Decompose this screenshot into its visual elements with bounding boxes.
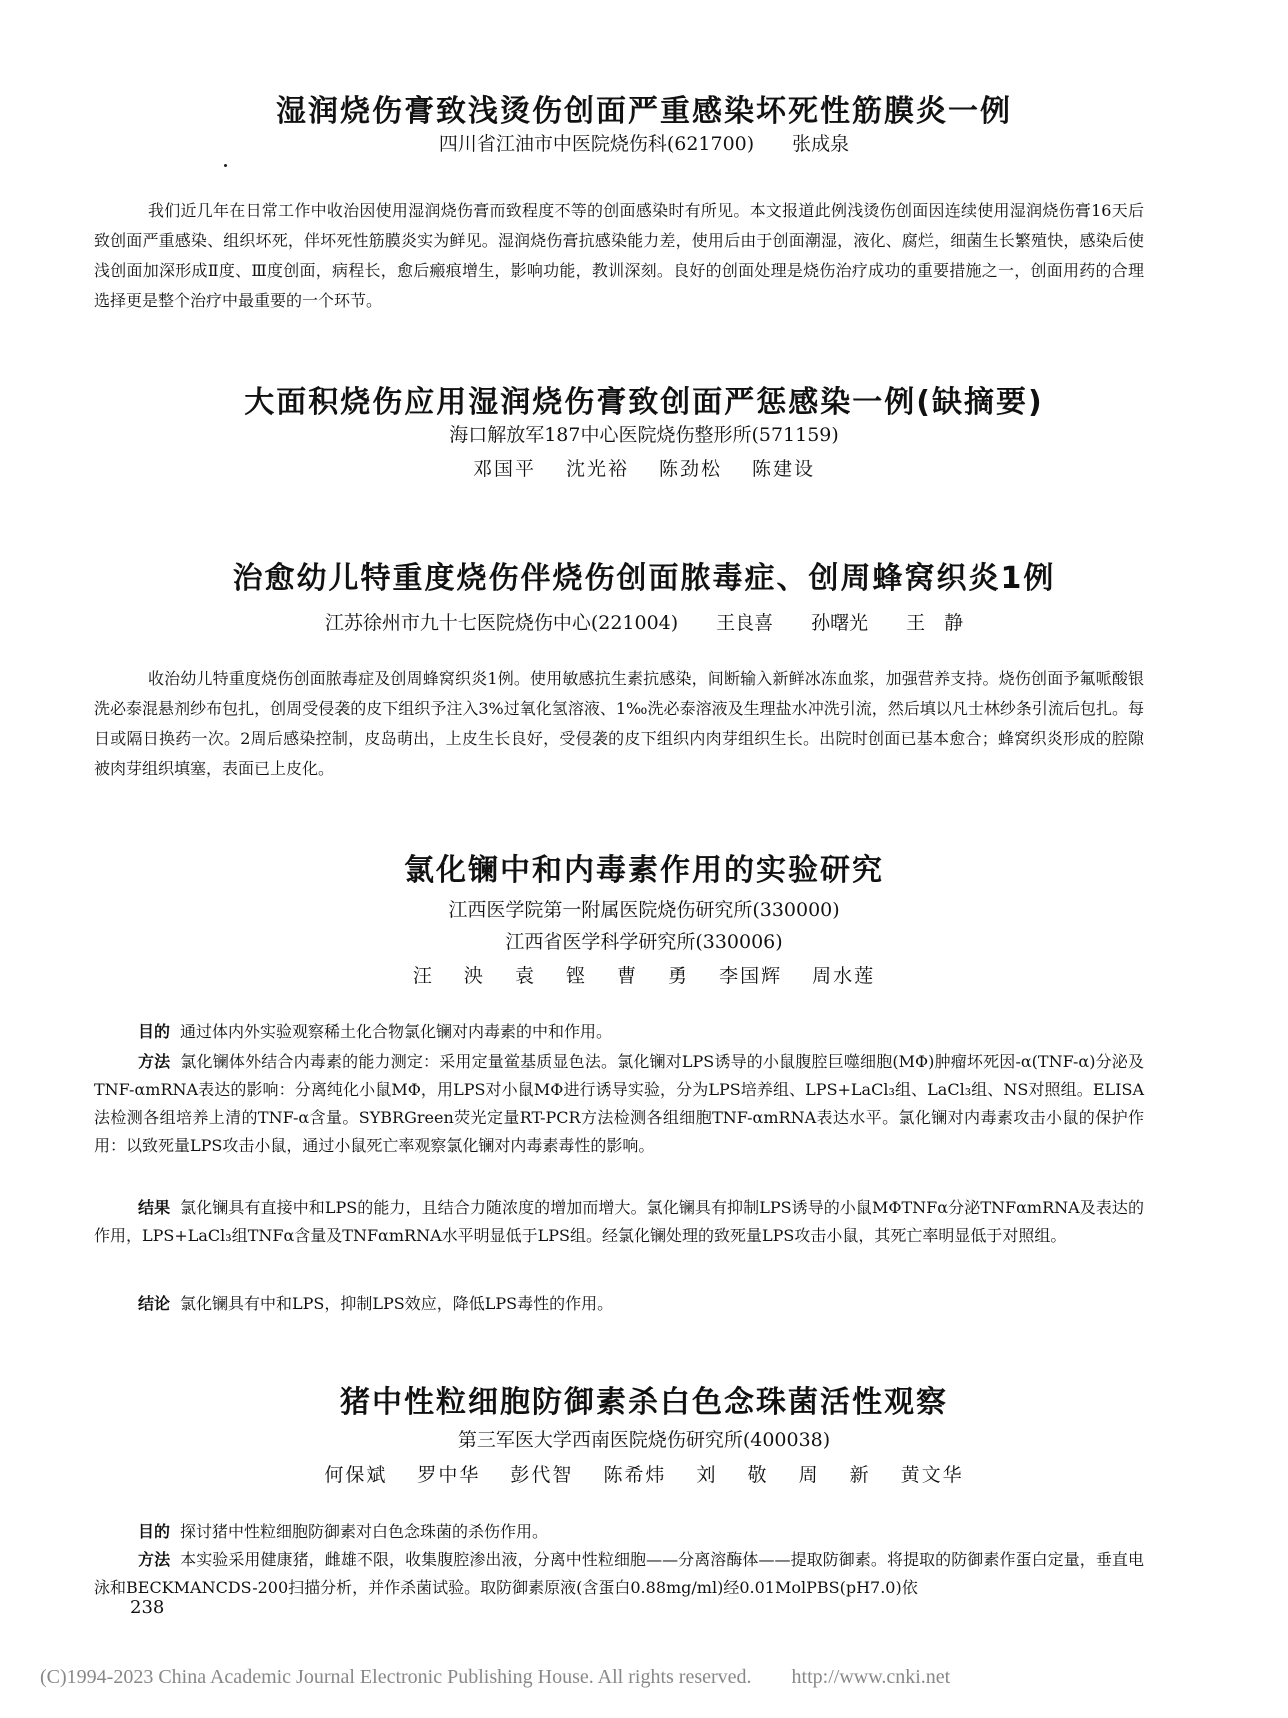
section-label: 结论 xyxy=(138,1294,171,1313)
page-number: 238 xyxy=(130,1597,165,1618)
article-title: 湿润烧伤膏致浅烫伤创面严重感染坏死性筋膜炎一例 xyxy=(276,94,1012,129)
copyright-footer: (C)1994-2023 China Academic Journal Electronic Publishing House. All rights reserved. http://www.cnki.net xyxy=(40,1666,951,1688)
section-text: 氯化镧具有直接中和LPS的能力，且结合力随浓度的增加而增大。氯化镧具有抑制LPS诱导的小鼠MΦTNFα分泌TNFαmRNA及表达的作用，LPS+LaCl₃组TNFα含量及TNFαmRNA水平明显低于LPS组。经氯化镧处理的致死量LPS攻击小鼠，其死亡率明显低于对照组。 xyxy=(94,1198,1144,1245)
article-body: 我们近几年在日常工作中收治因使用湿润烧伤膏而致程度不等的创面感染时有所见。本文报道此例浅烫伤创面因连续使用湿润烧伤膏16天后致创面严重感染、组织坏死，伴坏死性筋膜炎实为鲜见。湿润烧伤膏抗感染能力差，使用后由于创面潮湿，液化、腐烂，细菌生长繁殖快，感染后使浅创面加深形成Ⅱ度、Ⅲ度创面，病程长，愈后瘢痕增生，影响功能，教训深刻。良好的创面处理是烧伤治疗成功的重要措施之一，创面用药的合理选择更是整个治疗中最重要的一个环节。 xyxy=(94,201,1144,310)
section-label: 目的 xyxy=(138,1022,171,1041)
abstract-methods xyxy=(94,1048,1144,1160)
article-affiliation: 第三军医大学西南医院烧伤研究所(400038) xyxy=(457,1429,831,1451)
section-label: 方法 xyxy=(138,1550,171,1569)
section-text: 探讨猪中性粒细胞防御素对白色念珠菌的杀伤作用。 xyxy=(180,1522,549,1541)
article-authors: 邓国平 沈光裕 陈劲松 陈建设 xyxy=(472,458,816,480)
abstract-results xyxy=(94,1194,1144,1250)
article-authors: 汪 泱 袁 铿 曹 勇 李国辉 周水莲 xyxy=(412,965,876,987)
article-body: 收治幼儿特重度烧伤创面脓毒症及创周蜂窝织炎1例。使用敏感抗生素抗感染，间断输入新鲜冰冻血浆，加强营养支持。烧伤创面予氟哌酸银洗必泰混悬剂纱布包扎，创周受侵袭的皮下组织予注入3%过氧化氢溶液、1‰洗必泰溶液及生理盐水冲洗引流，然后填以凡士林纱条引流后包扎。每日或隔日换药一次。2周后感染控制，皮岛萌出，上皮生长良好，受侵袭的皮下组织内肉芽组织生长。出院时创面已基本愈合；蜂窝织炎形成的腔隙被肉芽组织填塞，表面已上皮化。 xyxy=(94,669,1144,778)
article-title: 治愈幼儿特重度烧伤伴烧伤创面脓毒症、创周蜂窝织炎1例 xyxy=(232,561,1056,596)
article-affiliation: 海口解放军187中心医院烧伤整形所(571159) xyxy=(449,424,839,446)
article-title: 猪中性粒细胞防御素杀白色念珠菌活性观察 xyxy=(340,1385,948,1420)
article-title: 大面积烧伤应用湿润烧伤膏致创面严惩感染一例(缺摘要) xyxy=(244,385,1044,420)
article-affiliation: 四川省江油市中医院烧伤科(621700) 张成泉 xyxy=(438,133,850,155)
abstract-methods xyxy=(94,1546,1144,1602)
section-label: 目的 xyxy=(138,1522,171,1541)
section-text: 氯化镧具有中和LPS，抑制LPS效应，降低LPS毒性的作用。 xyxy=(180,1294,614,1313)
section-text: 本实验采用健康猪，雌雄不限，收集腹腔渗出液，分离中性粒细胞——分离溶酶体——提取防御素。将提取的防御素作蛋白定量，垂直电泳和BECKMANCDS-200扫描分析，并作杀菌试验。取防御素原液(含蛋白0.88mg/ml)经0.01MolPBS(pH7.0)依 xyxy=(94,1550,1144,1597)
article-affiliation: 江苏徐州市九十七医院烧伤中心(221004) 王良喜 孙曙光 王 静 xyxy=(324,612,964,634)
stray-dot xyxy=(224,164,227,167)
section-text: 通过体内外实验观察稀土化合物氯化镧对内毒素的中和作用。 xyxy=(180,1022,613,1041)
abstract-objective xyxy=(94,1518,1144,1546)
abstract-objective xyxy=(94,1018,1144,1046)
article-affiliation-2: 江西省医学科学研究所(330006) xyxy=(505,931,783,953)
abstract-conclusion xyxy=(94,1290,1144,1318)
article-affiliation: 江西医学院第一附属医院烧伤研究所(330000) xyxy=(448,899,840,921)
section-text: 氯化镧体外结合内毒素的能力测定：采用定量鲎基质显色法。氯化镧对LPS诱导的小鼠腹腔巨噬细胞(MΦ)肿瘤坏死因-α(TNF-α)分泌及TNF-αmRNA表达的影响：分离纯化小鼠MΦ，用LPS对小鼠MΦ进行诱导实验，分为LPS培养组、LPS+LaCl₃组、LaCl₃组、NS对照组。ELISA法检测各组培养上清的TNF-α含量。SYBRGreen荧光定量RT-PCR方法检测各组细胞TNF-αmRNA表达水平。氯化镧对内毒素攻击小鼠的保护作用：以致死量LPS攻击小鼠，通过小鼠死亡率观察氯化镧对内毒素毒性的影响。 xyxy=(94,1052,1144,1155)
section-label: 结果 xyxy=(138,1198,171,1217)
article-title: 氯化镧中和内毒素作用的实验研究 xyxy=(404,853,884,888)
section-label: 方法 xyxy=(138,1052,171,1071)
article-authors: 何保斌 罗中华 彭代智 陈希炜 刘 敬 周 新 黄文华 xyxy=(324,1464,964,1486)
